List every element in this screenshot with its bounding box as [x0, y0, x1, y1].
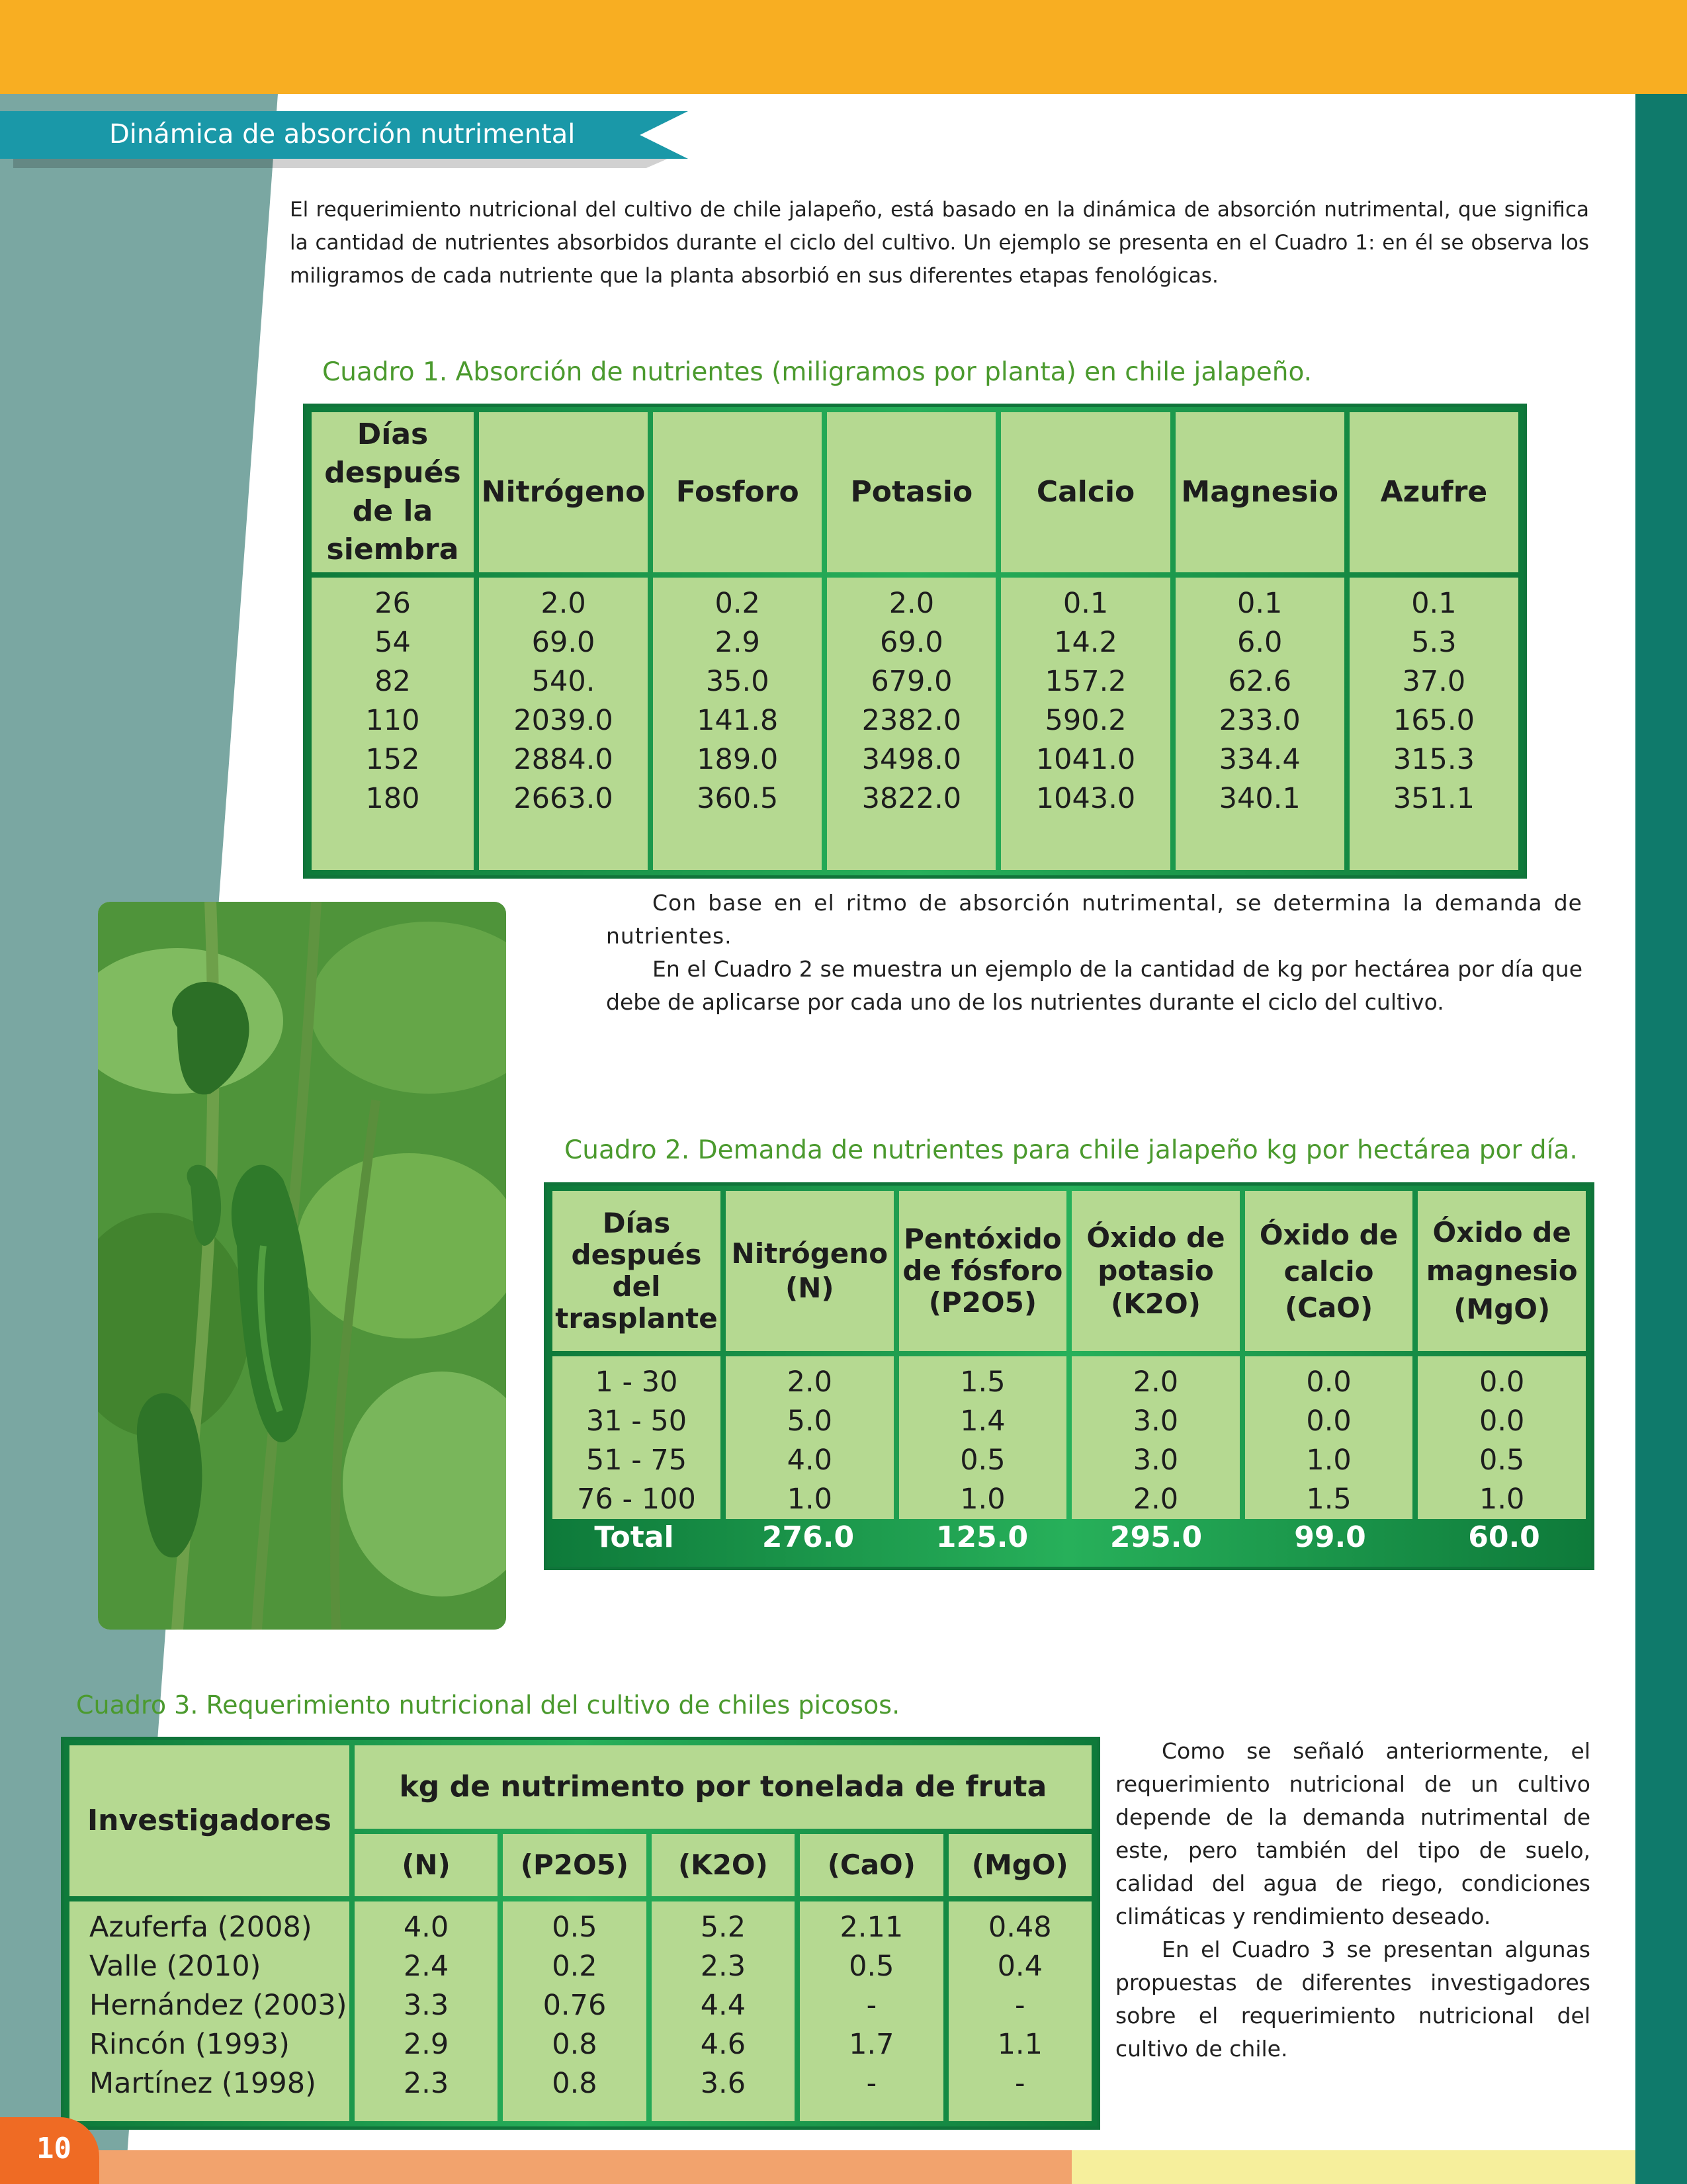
- t1-col-calcio: 0.1 14.2 157.2 590.2 1041.0 1043.0: [1001, 578, 1170, 870]
- t2-total-magnesio: 60.0: [1468, 1520, 1540, 1554]
- t3-subheader-p2o5: (P2O5): [503, 1834, 646, 1896]
- t1-col-nitrogeno: 2.0 69.0 540. 2039.0 2884.0 2663.0: [479, 578, 648, 870]
- jalapeno-plant-photo: [98, 902, 506, 1630]
- bottom-orange-band: [86, 2150, 1072, 2184]
- t3-subheader-mgo: (MgO): [949, 1834, 1092, 1896]
- t3-col-investigadores: Azuferfa (2008) Valle (2010) Hernández (2003) Rincón (1993) Martínez (1998): [69, 1901, 349, 2121]
- t2-col-dias: 1 - 30 31 - 50 51 - 75 76 - 100: [552, 1356, 720, 1519]
- t3-subheader-n: (N): [355, 1834, 497, 1896]
- t3-header-investigadores: Investigadores: [69, 1745, 349, 1896]
- t1-header-azufre: Azufre: [1350, 412, 1518, 572]
- t2-col-calcio: 0.0 0.0 1.0 1.5: [1245, 1356, 1413, 1519]
- t3-col-cao: 2.11 0.5 - 1.7 -: [800, 1901, 943, 2121]
- t3-col-mgo: 0.48 0.4 - 1.1 -: [949, 1901, 1092, 2121]
- table3-caption: Cuadro 3. Requerimiento nutricional del cultivo de chiles picosos.: [76, 1690, 900, 1720]
- table3: [61, 1737, 1100, 2130]
- t2-header-fosforo: Pentóxido de fósforo (P2O5): [899, 1191, 1067, 1351]
- page-number: [0, 2104, 99, 2184]
- paragraph-requerimiento: [1115, 1735, 1590, 2066]
- t1-col-fosforo: 0.2 2.9 35.0 141.8 189.0 360.5: [653, 578, 822, 870]
- t2-header-dias: Días después del trasplante: [552, 1191, 720, 1351]
- t3-col-n: 4.0 2.4 3.3 2.9 2.3: [355, 1901, 497, 2121]
- t1-header-potasio: Potasio: [827, 412, 996, 572]
- t2-header-nitrogeno: Nitrógeno (N): [726, 1191, 894, 1351]
- t1-col-potasio: 2.0 69.0 679.0 2382.0 3498.0 3822.0: [827, 578, 996, 870]
- right-decor-bar: [1635, 94, 1687, 2184]
- intro-paragraph: El requerimiento nutricional del cultivo de chile jalapeño, está basado en la dinámica de absorción nutrimental, que significa la cantidad de nutrientes absorbidos durante el ciclo del cultivo. Un ejemplo se presenta en el Cuadro 1: en él se observa los miligramos de cada nutriente que la planta absorbió en sus diferentes etapas fenológicas.: [290, 198, 1589, 288]
- t2-header-potasio: Óxido de potasio (K2O): [1072, 1191, 1240, 1351]
- paragraph-requerimiento-2: En el Cuadro 3 se presentan algunas propuestas de diferentes investigadores sobre el requerimiento nutricional del cultivo de chile.: [1115, 1937, 1590, 2062]
- t1-header-calcio: Calcio: [1001, 412, 1170, 572]
- t2-total-fosforo: 125.0: [935, 1520, 1029, 1554]
- t2-col-magnesio: 0.0 0.0 0.5 1.0: [1418, 1356, 1586, 1519]
- top-band: [0, 0, 1687, 94]
- t1-header-nitrogeno: Nitrógeno: [479, 412, 648, 572]
- t1-header-dias: Días después de la siembra: [312, 412, 474, 572]
- t2-col-fosforo: 1.5 1.4 0.5 1.0: [899, 1356, 1067, 1519]
- t3-col-p2o5: 0.5 0.2 0.76 0.8 0.8: [503, 1901, 646, 2121]
- paragraph-requerimiento-1: Como se señaló anteriormente, el requerimiento nutricional de un cultivo depende de la demanda nutrimental de este, pero también del tipo de suelo, calidad del agua de riego, condiciones climáticas y rendimiento deseado.: [1115, 1738, 1590, 1929]
- section-title: Dinámica de absorción nutrimental: [109, 119, 576, 150]
- t3-col-k2o: 5.2 2.3 4.4 4.6 3.6: [652, 1901, 795, 2121]
- paragraph-demanda-2: En el Cuadro 2 se muestra un ejemplo de la cantidad de kg por hectárea por día que debe de aplicarse por cada uno de los nutrientes durante el ciclo del cultivo.: [606, 956, 1582, 1015]
- t1-header-magnesio: Magnesio: [1176, 412, 1344, 572]
- t2-total-potasio: 295.0: [1109, 1520, 1203, 1554]
- t3-subheader-cao: (CaO): [800, 1834, 943, 1896]
- table1: [303, 404, 1527, 879]
- t2-col-potasio: 2.0 3.0 3.0 2.0: [1072, 1356, 1240, 1519]
- t2-header-magnesio: Óxido de magnesio (MgO): [1418, 1191, 1586, 1351]
- jalapeno-plant-illustration: [98, 902, 506, 1630]
- t2-total-row: [547, 1520, 1591, 1563]
- t2-total-nitrogeno: 276.0: [761, 1520, 855, 1554]
- t2-total-calcio: 99.0: [1294, 1520, 1366, 1554]
- t3-subheader-k2o: (K2O): [652, 1834, 795, 1896]
- t1-header-fosforo: Fosforo: [653, 412, 822, 572]
- table2-caption: Cuadro 2. Demanda de nutrientes para chile jalapeño kg por hectárea por día.: [564, 1135, 1578, 1165]
- t2-header-calcio: Óxido de calcio (CaO): [1245, 1191, 1413, 1351]
- paragraph-demanda: [606, 887, 1582, 1019]
- t2-total-label: Total: [594, 1520, 674, 1554]
- paragraph-demanda-1: Con base en el ritmo de absorción nutrimental, se determina la demanda de nutrientes.: [606, 890, 1582, 949]
- t3-header-group: kg de nutrimento por tonelada de fruta: [355, 1745, 1092, 1829]
- t1-col-magnesio: 0.1 6.0 62.6 233.0 334.4 340.1: [1176, 578, 1344, 870]
- table2: [544, 1182, 1594, 1570]
- t1-col-dias: 26 54 82 110 152 180: [312, 578, 474, 870]
- table1-caption: Cuadro 1. Absorción de nutrientes (miligramos por planta) en chile jalapeño.: [322, 357, 1313, 387]
- t2-col-nitrogeno: 2.0 5.0 4.0 1.0: [726, 1356, 894, 1519]
- page-number-text: 10: [36, 2132, 71, 2165]
- t1-col-azufre: 0.1 5.3 37.0 165.0 315.3 351.1: [1350, 578, 1518, 870]
